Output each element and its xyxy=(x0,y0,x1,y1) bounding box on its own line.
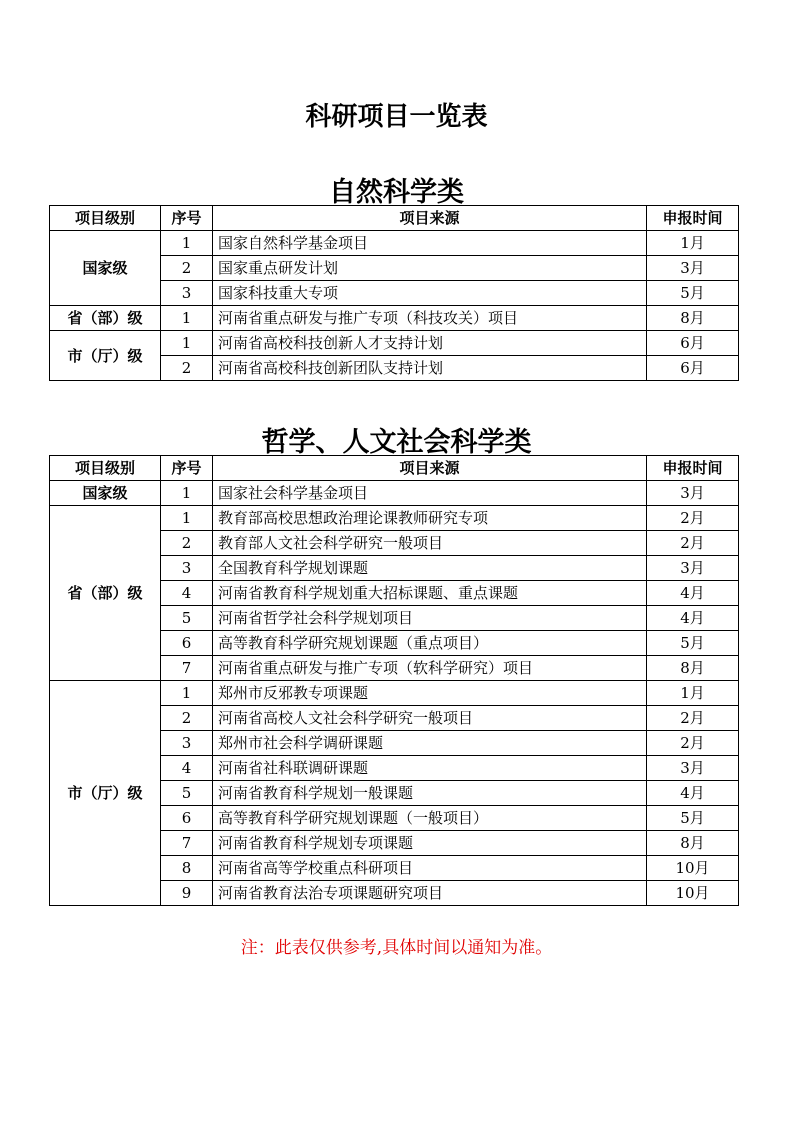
source-cell: 河南省教育法治专项课题研究项目 xyxy=(213,881,647,906)
time-cell: 1月 xyxy=(647,681,739,706)
source-cell: 教育部高校思想政治理论课教师研究专项 xyxy=(213,506,647,531)
index-cell: 2 xyxy=(161,256,213,281)
source-cell: 教育部人文社会科学研究一般项目 xyxy=(213,531,647,556)
table-row xyxy=(50,506,739,531)
index-cell: 1 xyxy=(161,681,213,706)
level-cell: 国家级 xyxy=(50,481,161,506)
header-index: 序号 xyxy=(161,206,213,231)
source-cell: 河南省重点研发与推广专项（科技攻关）项目 xyxy=(213,306,647,331)
source-cell: 国家社会科学基金项目 xyxy=(213,481,647,506)
time-cell: 5月 xyxy=(647,806,739,831)
index-cell: 1 xyxy=(161,506,213,531)
index-cell: 2 xyxy=(161,356,213,381)
table-row xyxy=(50,231,739,256)
index-cell: 2 xyxy=(161,706,213,731)
index-cell: 7 xyxy=(161,831,213,856)
header-time: 申报时间 xyxy=(647,456,739,481)
time-cell: 2月 xyxy=(647,531,739,556)
index-cell: 1 xyxy=(161,481,213,506)
header-index: 序号 xyxy=(161,456,213,481)
time-cell: 5月 xyxy=(647,631,739,656)
section-title-natural-science: 自然科学类 xyxy=(329,177,464,208)
source-cell: 河南省重点研发与推广专项（软科学研究）项目 xyxy=(213,656,647,681)
index-cell: 1 xyxy=(161,231,213,256)
index-cell: 6 xyxy=(161,631,213,656)
index-cell: 5 xyxy=(161,781,213,806)
index-cell: 9 xyxy=(161,881,213,906)
time-cell: 8月 xyxy=(647,306,739,331)
time-cell: 5月 xyxy=(647,281,739,306)
index-cell: 3 xyxy=(161,556,213,581)
source-cell: 全国教育科学规划课题 xyxy=(213,556,647,581)
index-cell: 6 xyxy=(161,806,213,831)
table-header-row xyxy=(50,456,739,481)
index-cell: 2 xyxy=(161,531,213,556)
time-cell: 1月 xyxy=(647,231,739,256)
time-cell: 8月 xyxy=(647,831,739,856)
level-cell: 国家级 xyxy=(50,231,161,306)
index-cell: 3 xyxy=(161,281,213,306)
time-cell: 10月 xyxy=(647,856,739,881)
level-cell: 市（厅）级 xyxy=(50,331,161,381)
source-cell: 郑州市社会科学调研课题 xyxy=(213,731,647,756)
footnote: 注：此表仅供参考,具体时间以通知为准。 xyxy=(240,938,553,958)
source-cell: 郑州市反邪教专项课题 xyxy=(213,681,647,706)
source-cell: 河南省高校科技创新团队支持计划 xyxy=(213,356,647,381)
index-cell: 3 xyxy=(161,731,213,756)
source-cell: 国家科技重大专项 xyxy=(213,281,647,306)
index-cell: 4 xyxy=(161,581,213,606)
source-cell: 河南省高等学校重点科研项目 xyxy=(213,856,647,881)
header-level: 项目级别 xyxy=(50,206,161,231)
source-cell: 河南省社科联调研课题 xyxy=(213,756,647,781)
header-source: 项目来源 xyxy=(213,456,647,481)
section-title-humanities-social-science: 哲学、人文社会科学类 xyxy=(261,427,532,458)
source-cell: 河南省教育科学规划一般课题 xyxy=(213,781,647,806)
source-cell: 高等教育科学研究规划课题（重点项目） xyxy=(213,631,647,656)
level-cell: 市（厅）级 xyxy=(50,681,161,906)
header-time: 申报时间 xyxy=(647,206,739,231)
table-row xyxy=(50,481,739,506)
index-cell: 7 xyxy=(161,656,213,681)
index-cell: 1 xyxy=(161,331,213,356)
header-level: 项目级别 xyxy=(50,456,161,481)
table-header-row xyxy=(50,206,739,231)
level-cell: 省（部）级 xyxy=(50,506,161,681)
index-cell: 4 xyxy=(161,756,213,781)
time-cell: 3月 xyxy=(647,756,739,781)
page-title: 科研项目一览表 xyxy=(305,102,488,132)
source-cell: 高等教育科学研究规划课题（一般项目） xyxy=(213,806,647,831)
source-cell: 河南省高校人文社会科学研究一般项目 xyxy=(213,706,647,731)
time-cell: 6月 xyxy=(647,356,739,381)
level-cell: 省（部）级 xyxy=(50,306,161,331)
humanities-social-science-table xyxy=(49,455,739,906)
index-cell: 8 xyxy=(161,856,213,881)
source-cell: 河南省教育科学规划专项课题 xyxy=(213,831,647,856)
source-cell: 河南省高校科技创新人才支持计划 xyxy=(213,331,647,356)
time-cell: 8月 xyxy=(647,656,739,681)
natural-science-table xyxy=(49,205,739,381)
index-cell: 1 xyxy=(161,306,213,331)
time-cell: 2月 xyxy=(647,506,739,531)
source-cell: 河南省教育科学规划重大招标课题、重点课题 xyxy=(213,581,647,606)
table-row xyxy=(50,681,739,706)
source-cell: 国家自然科学基金项目 xyxy=(213,231,647,256)
table-row xyxy=(50,331,739,356)
time-cell: 3月 xyxy=(647,556,739,581)
time-cell: 10月 xyxy=(647,881,739,906)
time-cell: 3月 xyxy=(647,256,739,281)
time-cell: 2月 xyxy=(647,706,739,731)
time-cell: 2月 xyxy=(647,731,739,756)
index-cell: 5 xyxy=(161,606,213,631)
time-cell: 4月 xyxy=(647,781,739,806)
header-source: 项目来源 xyxy=(213,206,647,231)
time-cell: 3月 xyxy=(647,481,739,506)
time-cell: 6月 xyxy=(647,331,739,356)
time-cell: 4月 xyxy=(647,606,739,631)
table-row xyxy=(50,306,739,331)
source-cell: 国家重点研发计划 xyxy=(213,256,647,281)
source-cell: 河南省哲学社会科学规划项目 xyxy=(213,606,647,631)
time-cell: 4月 xyxy=(647,581,739,606)
